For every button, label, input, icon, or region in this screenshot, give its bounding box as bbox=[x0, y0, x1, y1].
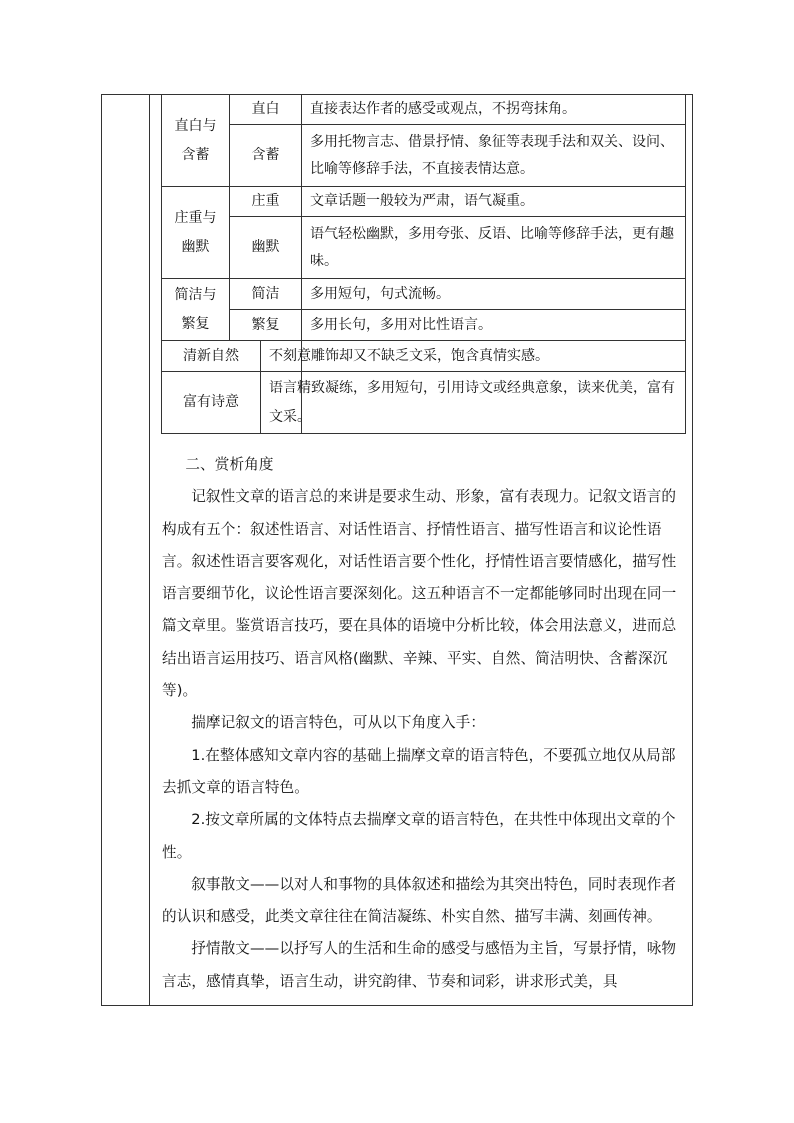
style-desc-cell bbox=[269, 341, 686, 372]
table-row bbox=[162, 341, 686, 372]
style-name-cell: 含蓄 bbox=[230, 125, 302, 187]
category-line: 庄重与 bbox=[174, 209, 217, 226]
table-row bbox=[162, 279, 686, 310]
table-row bbox=[162, 95, 686, 125]
style-desc-cell: 多用长句，多用对比性语言。 bbox=[302, 310, 686, 341]
style-name-cell: 幽默 bbox=[230, 217, 302, 279]
single-style-name: 清新自然 bbox=[183, 347, 239, 364]
category-line: 直白与 bbox=[174, 117, 217, 134]
category-line: 含蓄 bbox=[181, 146, 210, 163]
style-name-cell: 繁复 bbox=[230, 310, 302, 341]
outer-column-divider bbox=[149, 95, 150, 1005]
paragraph: 揣摩记叙文的语言特色，可从以下角度入手： bbox=[191, 714, 486, 732]
table-row bbox=[162, 217, 686, 279]
category-cell bbox=[162, 95, 230, 187]
single-style-desc: 不刻意雕饰却又不缺乏文采，饱含真情实感。 bbox=[260, 341, 679, 371]
paragraph: 1.在整体感知文章内容的基础上揣摩文章的语言特色，不要孤立地仅从局部去抓文章的语言特色。 bbox=[162, 746, 676, 796]
style-desc-cell: 多用托物言志、借景抒情、象征等表现手法和双关、设问、比喻等修辞手法，不直接表情达意。 bbox=[302, 125, 686, 187]
table-row bbox=[162, 125, 686, 187]
style-desc-cell: 语气轻松幽默，多用夸张、反语、比喻等修辞手法，更有趣味。 bbox=[302, 217, 686, 279]
table-row bbox=[162, 310, 686, 341]
paragraph: 记叙性文章的语言总的来讲是要求生动、形象，富有表现力。记叙文语言的构成有五个：叙述性语言、对话性语言、抒情性语言、描写性语言和议论性语言。叙述性语言要客观化，对话性语言要个性化，抒情性语言要情感化，描写性语言要细节化，议论性语言要深刻化。这五种语言不一定都能够同时出现在同一篇文章里。鉴赏语言技巧，要在具体的语境中分析比较，体会用法意义，进而总结出语言运用技巧、语言风格(幽默、辛辣、平实、自然、简洁明快、含蓄深沉等)。 bbox=[162, 488, 677, 700]
category-cell bbox=[162, 279, 230, 341]
style-desc-cell: 直接表达作者的感受或观点，不拐弯抹角。 bbox=[302, 95, 686, 125]
style-name-cell: 庄重 bbox=[230, 187, 302, 217]
category-line: 繁复 bbox=[181, 315, 210, 332]
table-row bbox=[162, 372, 686, 434]
style-name-cell: 直白 bbox=[230, 95, 302, 125]
section-heading: 二、赏析角度 bbox=[185, 456, 274, 473]
style-name-cell: 简洁 bbox=[230, 279, 302, 310]
style-desc-cell: 多用短句，句式流畅。 bbox=[302, 279, 686, 310]
paragraph: 叙事散文——以对人和事物的具体叙述和描绘为其突出特色，同时表现作者的认识和感受，此类文章往往在简洁凝练、朴实自然、描写丰满、刻画传神。 bbox=[162, 875, 677, 926]
style-desc-cell bbox=[269, 372, 686, 434]
single-style-desc: 语言精致凝练，多用短句，引用诗文或经典意象，读来优美，富有文采。 bbox=[260, 372, 679, 433]
language-style-table bbox=[161, 94, 686, 434]
category-line: 幽默 bbox=[181, 238, 210, 255]
single-style-name: 富有诗意 bbox=[183, 394, 239, 410]
category-line: 简洁与 bbox=[174, 286, 217, 303]
table-row bbox=[162, 187, 686, 217]
category-cell bbox=[162, 187, 230, 279]
paragraph: 2.按文章所属的文体特点去揣摩文章的语言特色，在共性中体现出文章的个性。 bbox=[162, 811, 676, 861]
analysis-section bbox=[162, 449, 688, 998]
paragraph: 抒情散文——以抒写人的生活和生命的感受与感悟为主旨，写景抒情，咏物言志，感情真挚，语言生动，讲究韵律、节奏和词彩，讲求形式美，具 bbox=[162, 940, 677, 990]
style-desc-cell: 文章话题一般较为严肃，语气凝重。 bbox=[302, 187, 686, 217]
